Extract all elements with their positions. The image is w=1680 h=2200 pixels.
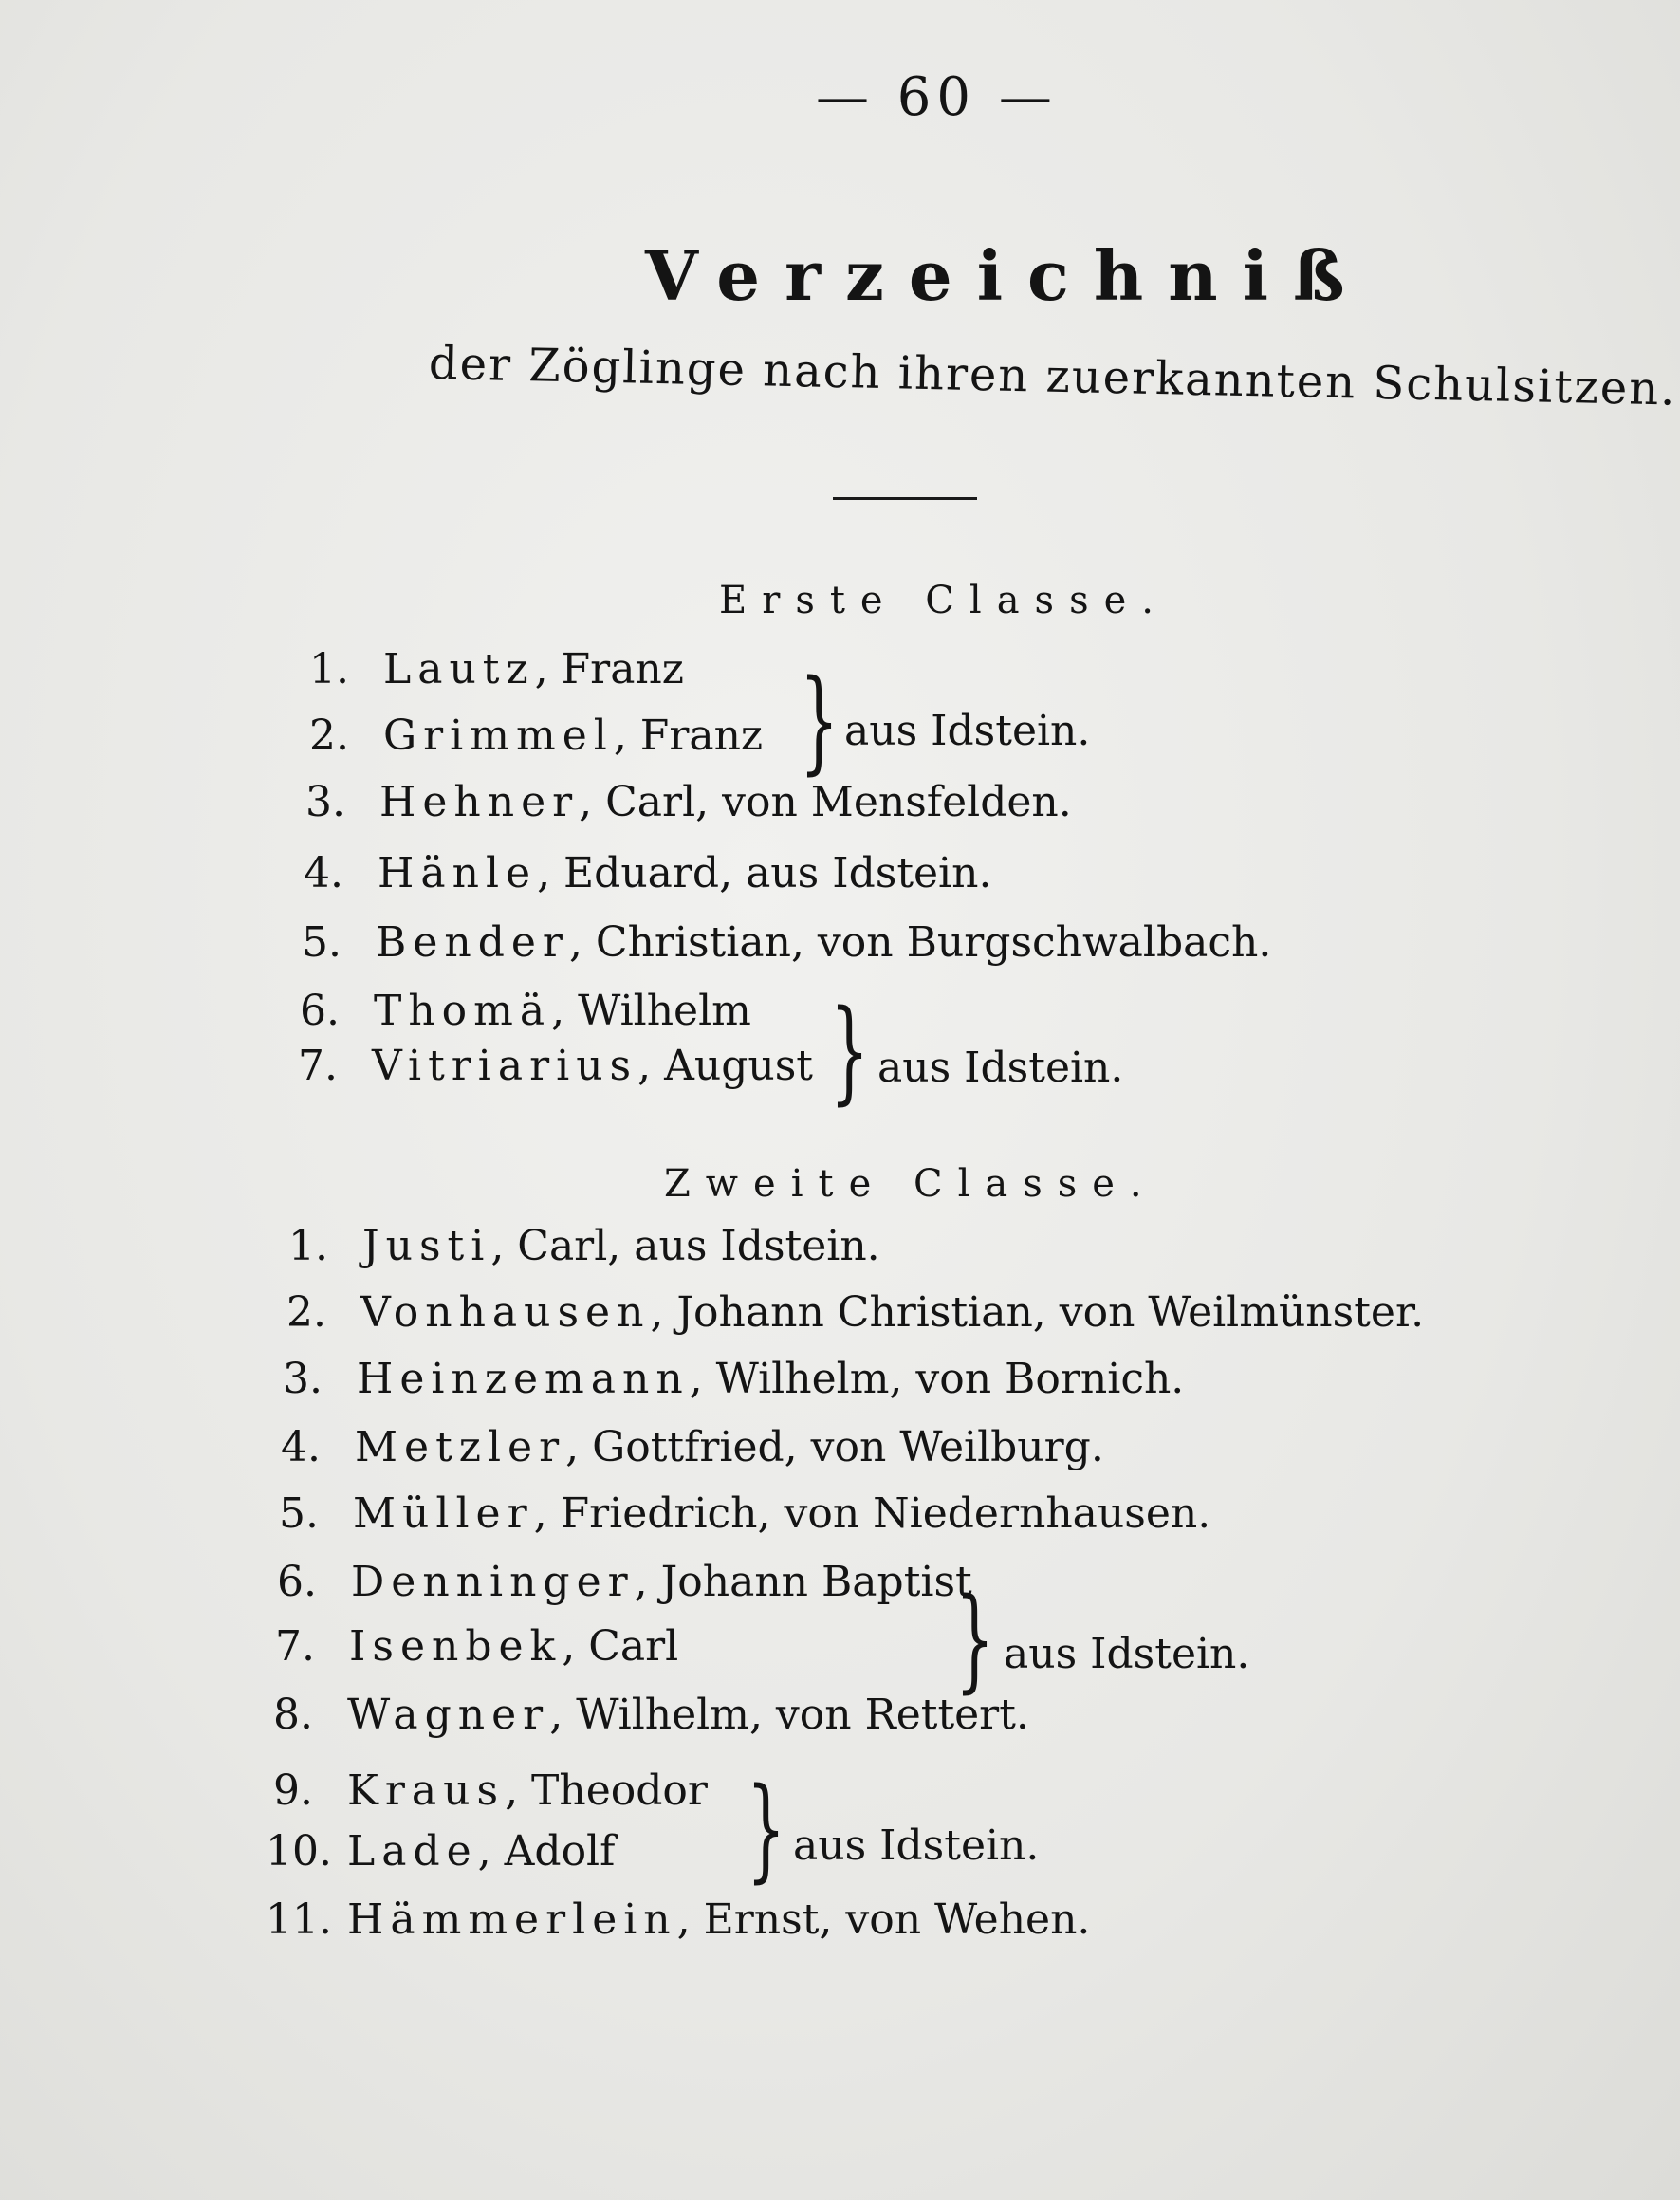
- group-place: aus Idstein.: [793, 1821, 1040, 1870]
- item-number: 3.: [305, 778, 345, 826]
- item-number: 5.: [302, 918, 342, 967]
- list-item: [266, 1895, 1090, 1944]
- item-surname: Lautz: [383, 645, 535, 693]
- item-number: 1.: [309, 645, 349, 693]
- item-number: 5.: [279, 1489, 319, 1538]
- list-item: [266, 1827, 615, 1876]
- group-brace: }: [746, 1763, 786, 1894]
- item-number: 4.: [281, 1423, 321, 1471]
- page-title: Verzeichniß: [645, 235, 1370, 316]
- group-brace: }: [954, 1573, 995, 1704]
- item-surname: Vonhausen: [360, 1288, 651, 1337]
- class-heading-first: Erste Classe.: [719, 579, 1169, 622]
- item-number: 3.: [283, 1355, 323, 1403]
- group-place: aus Idstein.: [844, 707, 1091, 755]
- list-item: [302, 712, 763, 760]
- page-subtitle: der Zöglinge nach ihren zuerkannten Schulsitzen.: [428, 337, 1678, 416]
- list-item: [266, 1691, 1029, 1739]
- list-item: [269, 1558, 972, 1606]
- item-number: 7.: [298, 1042, 338, 1090]
- group-place: aus Idstein.: [1004, 1630, 1250, 1678]
- item-number: 7.: [275, 1622, 315, 1671]
- item-details: , Johann Christian, von Weilmünster.: [650, 1288, 1425, 1337]
- item-details: , Franz: [613, 712, 764, 760]
- group-place: aus Idstein.: [877, 1044, 1124, 1092]
- list-item: [296, 849, 991, 897]
- class-heading-second: Zweite Classe.: [664, 1162, 1157, 1206]
- item-details: , Johann Baptist: [634, 1558, 972, 1606]
- item-details: , Carl, von Mensfelden.: [579, 778, 1072, 826]
- item-surname: Grimmel: [383, 712, 614, 760]
- item-surname: Hämmerlein: [347, 1895, 677, 1944]
- title-rule: [833, 497, 977, 500]
- list-item: [266, 1766, 708, 1815]
- group-brace: }: [799, 655, 840, 786]
- item-surname: Metzler: [355, 1423, 566, 1471]
- item-details: , Wilhelm, von Bornich.: [689, 1355, 1185, 1403]
- item-details: , Wilhelm: [551, 987, 751, 1035]
- item-surname: Hänle: [378, 849, 538, 897]
- item-number: 9.: [273, 1766, 313, 1815]
- item-number: 2.: [309, 712, 349, 760]
- item-surname: Heinzemann: [357, 1355, 690, 1403]
- item-details: , Franz: [534, 645, 684, 693]
- list-item: [268, 1622, 678, 1671]
- list-item: [294, 918, 1271, 967]
- item-surname: Vitriarius: [372, 1042, 638, 1090]
- item-number: 2.: [286, 1288, 326, 1337]
- item-surname: Thomä: [374, 987, 552, 1035]
- item-number: 11.: [266, 1895, 332, 1944]
- item-surname: Lade: [347, 1827, 478, 1876]
- item-details: , Theodor: [505, 1766, 708, 1815]
- group-brace: }: [829, 985, 870, 1116]
- item-details: , Carl, aus Idstein.: [490, 1222, 880, 1270]
- item-surname: Bender: [376, 918, 569, 967]
- list-item: [302, 645, 684, 693]
- item-number: 1.: [288, 1222, 328, 1270]
- list-item: [279, 1288, 1424, 1337]
- item-details: , Friedrich, von Niedernhausen.: [533, 1489, 1211, 1538]
- list-item: [271, 1489, 1210, 1538]
- item-details: , Ernst, von Wehen.: [676, 1895, 1091, 1944]
- item-number: 6.: [300, 987, 340, 1035]
- list-item: [281, 1222, 880, 1270]
- item-surname: Justi: [362, 1222, 491, 1270]
- item-details: , Gottfried, von Weilburg.: [565, 1423, 1104, 1471]
- item-number: 6.: [277, 1558, 317, 1606]
- item-surname: Isenbek: [349, 1622, 563, 1671]
- item-details: , Eduard, aus Idstein.: [537, 849, 992, 897]
- list-item: [273, 1423, 1104, 1471]
- item-details: , August: [637, 1042, 813, 1090]
- item-surname: Müller: [353, 1489, 534, 1538]
- item-number: 4.: [304, 849, 343, 897]
- item-surname: Denninger: [351, 1558, 635, 1606]
- item-details: , Christian, von Burgschwalbach.: [568, 918, 1272, 967]
- item-surname: Kraus: [347, 1766, 506, 1815]
- item-details: , Carl: [562, 1622, 679, 1671]
- page-number: — 60 —: [816, 66, 1058, 128]
- item-surname: Hehner: [379, 778, 580, 826]
- item-number: 10.: [266, 1827, 332, 1876]
- item-number: 8.: [273, 1691, 313, 1739]
- list-item: [298, 778, 1072, 826]
- list-item: [275, 1355, 1184, 1403]
- list-item: [290, 1042, 813, 1090]
- item-details: , Wilhelm, von Rettert.: [549, 1691, 1029, 1739]
- item-details: , Adolf: [477, 1827, 616, 1876]
- item-surname: Wagner: [347, 1691, 550, 1739]
- list-item: [292, 987, 751, 1035]
